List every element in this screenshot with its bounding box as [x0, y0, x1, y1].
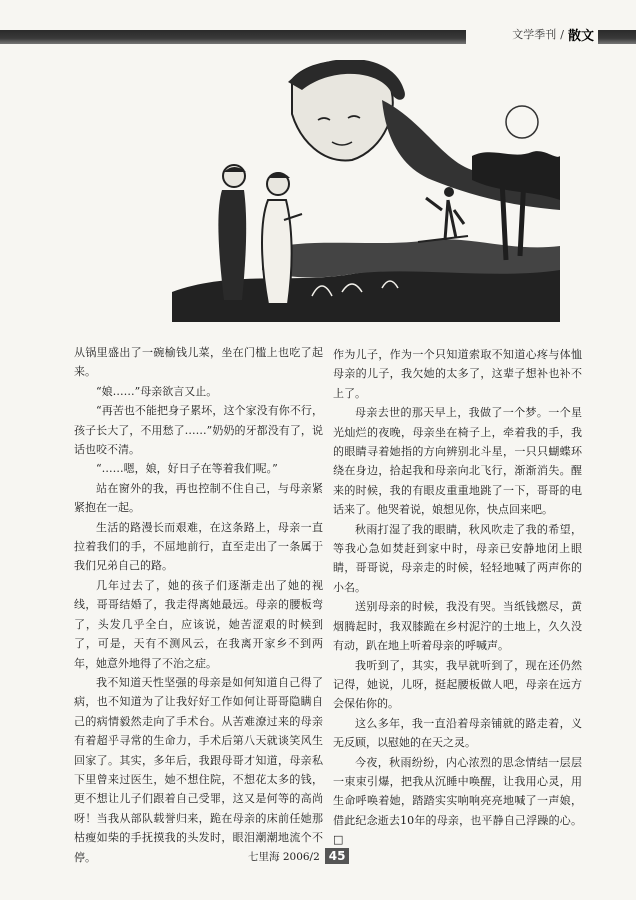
paragraph: 站在窗外的我，再也控制不住自己，与母亲紧紧抱在一起。 — [74, 481, 323, 515]
running-header — [466, 22, 598, 46]
paragraph: 送别母亲的时候，我没有哭。当纸钱燃尽，黄烟腾起时，我双膝跪在乡村泥泞的土地上，久久没有动，趴在地上听着母亲的呼喊声。 — [333, 600, 582, 653]
paragraph: “再苦也不能把身子累坏，这个家没有你不行，孩子长大了，不用愁了……”奶奶的牙都没有了，说话也咬不清。 — [74, 404, 323, 457]
page-footer — [248, 848, 349, 864]
paragraph: 从锅里盛出了一碗榆钱儿菜，坐在门槛上也吃了起来。 — [74, 346, 323, 379]
paragraph: 我不知道天性坚强的母亲是如何知道自己得了病，也不知道为了让我好好工作如何让哥哥隐瞒自己的病情毅然走向了手术台。从苦难潦过来的母亲有着超乎寻常的生命力，手术后第八天就谈笑风生回家了。其实，多年后，我跟母哥才知道，母亲私下里曾来过医生，她不想住院，不想花太多的钱，更不想让儿子们跟着自己受罪，这又是何等的高尚呀！当我从部队载誉归来，跪在母亲的床前任她那枯瘦如柴的手抚摸我的头发时，眼泪潮潮地流个不停。 — [74, 675, 323, 864]
woodcut-illustration — [172, 60, 560, 322]
header-separator: / — [560, 27, 564, 41]
section-title: 散文 — [567, 28, 594, 44]
paragraph: 几年过去了，她的孩子们逐渐走出了她的视线，哥哥结婚了，我走得离她最远。母亲的腰板弯了，头发几乎全白，应该说，她苦涩艰的时候到了，可是，天有不测风云，在我离开家乡不到两年，她意外地得了不治之症。 — [74, 578, 323, 670]
publication-info: 七里海 2006/2 — [248, 850, 320, 863]
paragraph: 我听到了，其实，我早就听到了，现在还仍然记得，她说，儿呀，挺起腰板做人吧，母亲在远方会保佑你的。 — [333, 658, 582, 711]
paragraph: 母亲去世的那天早上，我做了一个梦。一个星光灿烂的夜晚，母亲坐在椅子上，牵着我的手，我的眼睛寻着她指的方向辨别北斗星，一只只蝴蝶环绕在身边，拾起我和母亲向北飞行，渐渐消失。醒来的时候，我的有眼皮重重地跳了一下，哥哥的电话来了。他哭着说，娘想见你，快点回来吧。 — [333, 406, 582, 517]
paragraph: 秋雨打湿了我的眼睛，秋风吹走了我的希望，等我心急如焚赶到家中时，母亲已安静地闭上眼睛，哥哥说，母亲走的时候，轻轻地喊了两声你的小名。 — [333, 522, 582, 594]
paragraph: 生活的路漫长而艰难，在这条路上，母亲一直拉着我们的手，不屈地前行，直至走出了一条属于我们兄弟自己的路。 — [74, 520, 323, 573]
paragraph: 今夜，秋雨纷纷，内心浓烈的思念情结一层层一束束引爆，把我从沉睡中唤醒，让我用心灵，用生命呼唤着她，踏踏实实响响亮亮地喊了一声娘，借此纪念逝去10年的母亲，也平静自己浮躁的心。□ — [333, 755, 582, 847]
left-column — [74, 343, 323, 867]
page-number: 45 — [325, 848, 350, 864]
paragraph: “……嗯，娘，好日子在等着我们呢。” — [96, 462, 278, 476]
paragraph: “娘……”母亲欲言又止。 — [96, 384, 218, 398]
right-column — [333, 345, 582, 850]
paragraph: 这么多年，我一直沿着母亲铺就的路走着，义无反顾，以慰她的在天之灵。 — [333, 716, 582, 750]
magazine-name: 文学季刊 — [512, 28, 557, 41]
paragraph: 作为儿子，作为一个只知道索取不知道心疼与体恤母亲的儿子，我欠她的太多了，这辈子想补也补不上了。 — [333, 348, 582, 400]
